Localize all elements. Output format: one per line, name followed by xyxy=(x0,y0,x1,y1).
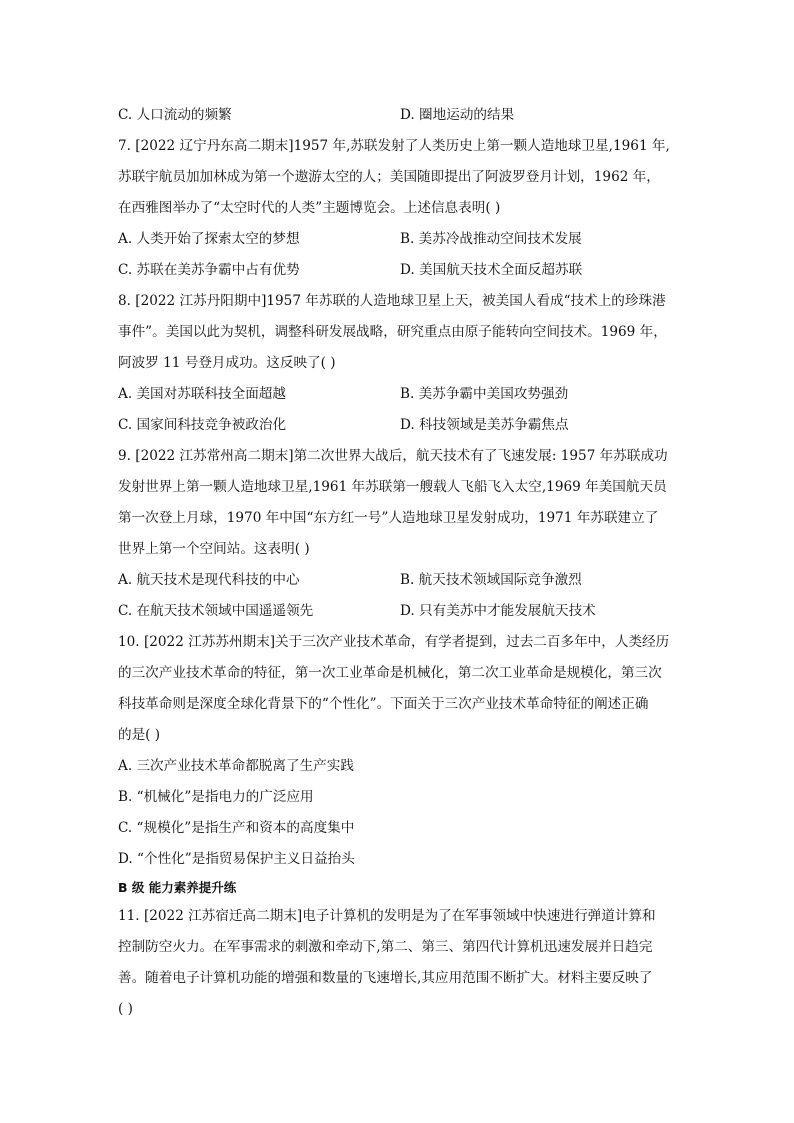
q8-option-a: A. 美国对苏联科技全面超越 xyxy=(118,386,286,402)
q10-stem-line-3: 科技革命则是深度全球化背景下的“个性化”。下面关于三次产业技术革命特征的阐述正确 xyxy=(118,696,649,712)
q8-stem-line-2: 事件”。美国以此为契机，调整科研发展战略，研究重点由原子能转向空间技术。1969 年， xyxy=(118,324,667,340)
q9-stem-line-4: 世界上第一个空间站。这表明( ) xyxy=(118,541,310,557)
q9-stem-line-1: 9. [2022 江苏常州高二期末]第二次世界大战后，航天技术有了飞速发展: 1957 年苏联成功 xyxy=(118,448,668,464)
q10-option-d: D. “个性化”是指贸易保护主义日益抬头 xyxy=(118,851,355,867)
question-10 xyxy=(118,627,678,875)
q11-stem-line-1: 11. [2022 江苏宿迁高二期末]电子计算机的发明是为了在军事领域中快速进行弹道计算和 xyxy=(118,908,656,924)
q6-option-d: D. 圈地运动的结果 xyxy=(400,107,515,123)
q10-option-a: A. 三次产业技术革命都脱离了生产实践 xyxy=(118,758,354,774)
q9-stem-line-2: 发射世界上第一颗人造地球卫星,1961 年苏联第一艘载人飞船飞入太空,1969 年美国航天员 xyxy=(118,479,667,495)
q10-stem-line-2: 的三次产业技术革命的特征，第一次工业革命是机械化，第二次工业革命是规模化，第三次 xyxy=(118,665,662,681)
question-11 xyxy=(118,901,678,1025)
q6-option-c: C. 人口流动的频繁 xyxy=(118,107,232,123)
q10-option-b: B. “机械化”是指电力的广泛应用 xyxy=(118,789,314,805)
q8-options-row-ab xyxy=(118,379,678,410)
q7-stem-line-2: 苏联宇航员加加林成为第一个遨游太空的人；美国随即提出了阿波罗登月计划，1962 年， xyxy=(118,169,660,185)
question-8 xyxy=(118,286,678,441)
q9-stem-line-3: 第一次登上月球，1970 年中国“东方红一号”人造地球卫星发射成功，1971 年苏联建立了 xyxy=(118,510,659,526)
q7-option-b: B. 美苏冷战推动空间技术发展 xyxy=(400,231,582,247)
q8-stem-line-3: 阿波罗 11 号登月成功。这反映了( ) xyxy=(118,355,336,371)
q9-option-d: D. 只有美苏中才能发展航天技术 xyxy=(400,603,596,619)
q8-option-c: C. 国家间科技竞争被政治化 xyxy=(118,417,287,433)
q8-options-row-cd xyxy=(118,410,678,441)
q9-option-a: A. 航天技术是现代科技的中心 xyxy=(118,572,300,588)
q11-stem-line-4: ( ) xyxy=(118,1001,133,1017)
question-7 xyxy=(118,131,678,286)
q9-options-row-cd xyxy=(118,596,678,627)
q11-stem-line-2: 控制防空火力。在军事需求的刺激和牵动下,第二、第三、第四代计算机迅速发展并日趋完 xyxy=(118,939,653,955)
q7-options-row-cd xyxy=(118,255,678,286)
question-content xyxy=(118,100,678,1025)
q7-options-row-ab xyxy=(118,224,678,255)
q11-stem-line-3: 善。随着电子计算机功能的增强和数量的飞速增长,其应用范围不断扩大。材料主要反映了 xyxy=(118,970,653,986)
q7-option-c: C. 苏联在美苏争霸中占有优势 xyxy=(118,262,300,278)
q8-option-b: B. 美苏争霸中美国攻势强劲 xyxy=(400,386,569,402)
q8-option-d: D. 科技领域是美苏争霸焦点 xyxy=(400,417,569,433)
q8-stem-line-1: 8. [2022 江苏丹阳期中]1957 年苏联的人造地球卫星上天，被美国人看成“技术上的珍珠港 xyxy=(118,293,666,309)
q7-option-a: A. 人类开始了探索太空的梦想 xyxy=(118,231,300,247)
q9-option-b: B. 航天技术领域国际竞争激烈 xyxy=(400,572,582,588)
question-9 xyxy=(118,441,678,627)
q7-option-d: D. 美国航天技术全面反超苏联 xyxy=(400,262,583,278)
q6-options-row-cd xyxy=(118,100,678,131)
q7-stem-line-3: 在西雅图举办了“太空时代的人类”主题博览会。上述信息表明( ) xyxy=(118,200,501,216)
q9-options-row-ab xyxy=(118,565,678,596)
q10-option-c: C. “规模化”是指生产和资本的高度集中 xyxy=(118,820,355,836)
section-b-title: B 级 能力素养提升练 xyxy=(118,880,237,895)
q9-option-c: C. 在航天技术领域中国遥遥领先 xyxy=(118,603,314,619)
q7-stem-line-1: 7. [2022 辽宁丹东高二期末]1957 年,苏联发射了人类历史上第一颗人造地球卫星,1961 年, xyxy=(118,138,670,154)
q10-stem-line-4: 的是( ) xyxy=(118,727,161,743)
q10-stem-line-1: 10. [2022 江苏苏州期末]关于三次产业技术革命，有学者提到，过去二百多年中，人类经历 xyxy=(118,634,670,650)
